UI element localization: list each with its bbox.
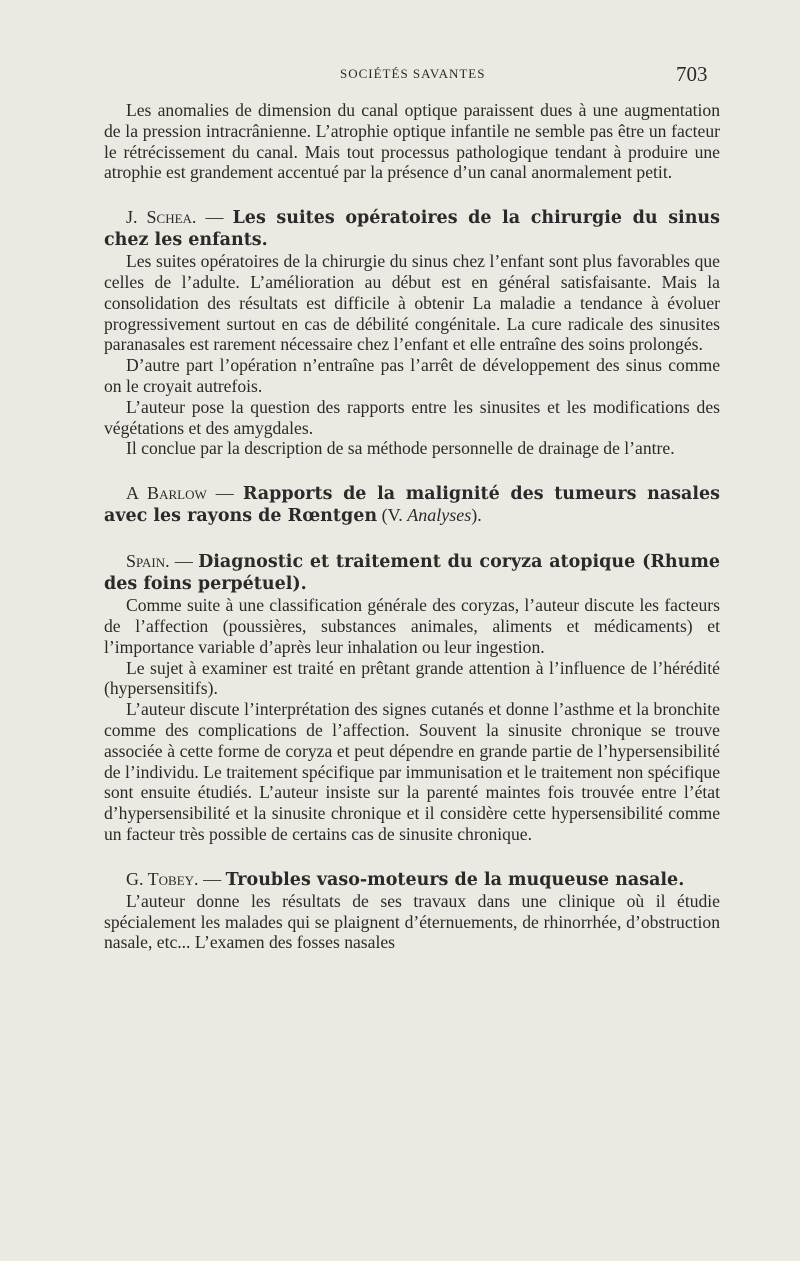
section-author: A Barlow	[126, 483, 207, 504]
section-reference	[377, 505, 482, 525]
section-schea	[104, 207, 720, 459]
paragraph: D’autre part l’opération n’entraîne pas l’arrêt de développement des sinus comme on le croyait autrefois.	[104, 355, 720, 396]
page-number: 703	[676, 62, 708, 86]
reference-italic: Analyses	[407, 505, 472, 526]
section-title: Rapports de la malignité des tumeurs nasales avec les rayons de Rœntgen	[104, 484, 721, 527]
paragraph: Les suites opératoires de la chirurgie du sinus chez l’enfant sont plus favorables que celles de l’adulte. L’amélioration au début est en général satisfaisante. Mais la consolidation des résultats est difficile à obtenir La maladie a tendance à évoluer progressivement surtout en cas de débilité congénitale. La cure radicale des sinusites paranasales est rarement nécessaire chez l’enfant et elle entraîne des soins prolongés.	[104, 251, 720, 355]
section-tobey	[104, 869, 720, 953]
heading-dash: —	[196, 207, 233, 228]
section-author: Spain.	[126, 551, 170, 572]
section-spain	[104, 551, 720, 845]
section-title: Diagnostic et traitement du coryza atopique (Rhume des foins perpétuel).	[104, 552, 720, 595]
section-author: G. Tobey.	[126, 868, 199, 889]
reference-prefix: (V.	[377, 505, 408, 526]
paragraph: Il conclue par la description de sa méthode personnelle de drainage de l’antre.	[126, 438, 675, 459]
section-heading	[104, 551, 720, 595]
section-author: J. Schea.	[126, 207, 197, 228]
section-heading	[104, 207, 720, 251]
section-heading	[104, 483, 720, 527]
heading-dash: —	[169, 551, 199, 572]
heading-dash: —	[198, 868, 226, 889]
section-heading	[104, 869, 720, 891]
paragraph: L’auteur discute l’interprétation des signes cutanés et donne l’asthme et la bronchite comme des complications de l’affection. Souvent la sinusite chronique se trouve associée à cette forme de coryza et peut dépendre en grande partie de l’hypersensibilité de l’individu. Le traitement spécifique par immunisation et le traitement non spécifique sont ensuite étudiés. L’auteur insiste sur la parenté maintes fois trouvée entre l’état d’hypersensibilité et la sinusite chronique et il considère cette hypersensibilité comme un facteur très possible de certains cas de sinusite chronique.	[104, 699, 720, 844]
paragraph: L’auteur pose la question des rapports entre les sinusites et les modifications des végétations et des amygdales.	[104, 396, 720, 438]
running-title: SOCIÉTÉS SAVANTES	[340, 66, 486, 81]
section-title: Troubles vaso-moteurs de la muqueuse nasale.	[225, 869, 685, 890]
running-head	[0, 62, 800, 86]
intro-paragraph: Les anomalies de dimension du canal optique paraissent dues à une augmentation de la pression intracrânienne. L’atrophie optique infantile ne semble pas être un facteur le rétrécissement du canal. Mais tout processus pathologique tendant à produire une atrophie est grandement accentué par la présence d’un canal anormalement petit.	[104, 100, 720, 183]
paragraph: Le sujet à examiner est traité en prêtant grande attention à l’influence de l’hérédité (hypersensitifs).	[104, 657, 720, 699]
section-barlow	[104, 483, 720, 527]
paragraph: L’auteur donne les résultats de ses travaux dans une clinique où il étudie spécialement les malades qui se plaignent d’éternuements, de rhinorrhée, d’obstruction nasale, etc... L’examen des fosses nasales	[104, 890, 720, 953]
heading-dash: —	[206, 483, 243, 504]
reference-suffix: ).	[471, 505, 482, 526]
section-title: Les suites opératoires de la chirurgie du sinus chez les enfants.	[104, 208, 720, 251]
article-body	[104, 100, 720, 953]
paragraph: Comme suite à une classification générale des coryzas, l’auteur discute les facteurs de l’affection (poussières, substances animales, aliments et médicaments) et l’importance variable d’après leur inhalation ou leur ingestion.	[104, 595, 720, 657]
